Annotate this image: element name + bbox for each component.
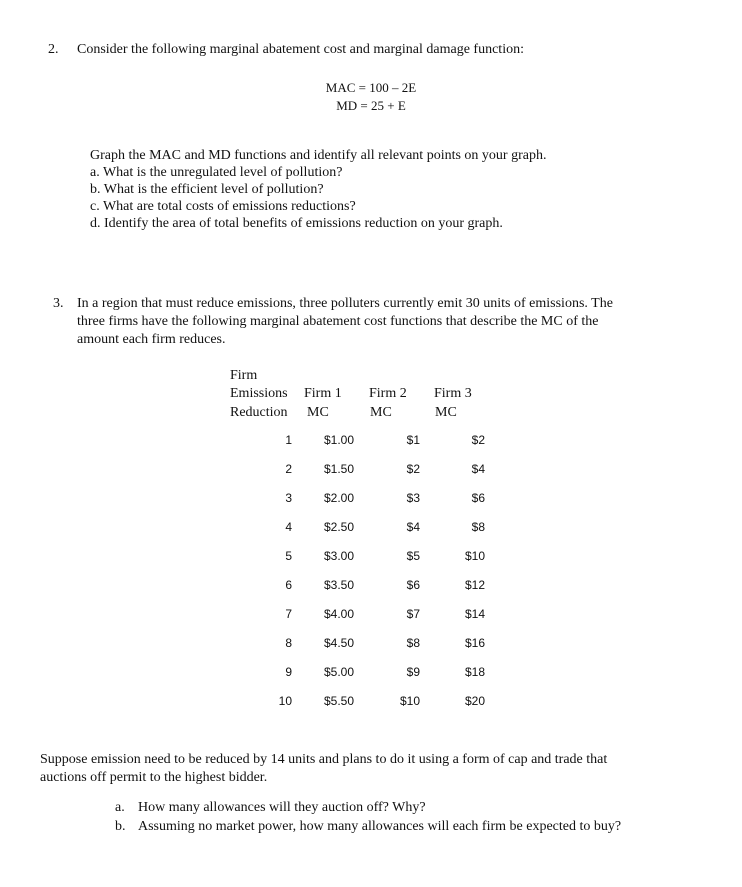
question-b-text: Assuming no market power, how many allowances will each firm be expected to buy? bbox=[138, 819, 622, 834]
q2-parts-list bbox=[90, 165, 503, 233]
table-header-firm1: Firm 1 bbox=[304, 386, 342, 401]
cell-firm2-mc: $4 bbox=[406, 520, 420, 534]
q2-part-b: b. What is the efficient level of pollution? bbox=[90, 182, 324, 197]
q2-part-d: d. Identify the area of total benefits of emissions reduction on your graph. bbox=[90, 216, 503, 231]
cell-reduction: 6 bbox=[285, 578, 292, 592]
cell-firm2-mc: $3 bbox=[406, 491, 420, 505]
table-row bbox=[0, 578, 742, 594]
cell-firm2-mc: $9 bbox=[406, 665, 420, 679]
table-header-firm1-mc: MC bbox=[307, 405, 329, 420]
table-row bbox=[0, 462, 742, 478]
cell-firm3-mc: $12 bbox=[464, 578, 485, 592]
cell-firm2-mc: $1 bbox=[406, 433, 420, 447]
cell-firm1-mc: $3.00 bbox=[323, 549, 354, 563]
cell-reduction: 4 bbox=[285, 520, 292, 534]
cell-reduction: 3 bbox=[285, 491, 292, 505]
q3-number: 3. bbox=[53, 296, 64, 311]
cell-firm2-mc: $5 bbox=[406, 549, 420, 563]
cell-firm3-mc: $2 bbox=[471, 433, 485, 447]
table-row bbox=[0, 665, 742, 681]
cell-reduction: 7 bbox=[285, 607, 292, 621]
cell-firm1-mc: $2.50 bbox=[323, 520, 354, 534]
table-row bbox=[0, 694, 742, 710]
q3-intro-line-2: three firms have the following marginal abatement cost functions that describe the MC of the bbox=[77, 314, 599, 329]
table-header-emissions: Emissions bbox=[230, 386, 288, 401]
cell-reduction: 9 bbox=[285, 665, 292, 679]
md-equation: MD = 25 + E bbox=[336, 98, 406, 113]
scenario-line-2: auctions off permit to the highest bidder. bbox=[40, 770, 268, 785]
cell-firm3-mc: $16 bbox=[464, 636, 485, 650]
cell-firm1-mc: $2.00 bbox=[323, 491, 354, 505]
cell-reduction: 1 bbox=[285, 433, 292, 447]
cell-firm1-mc: $3.50 bbox=[323, 578, 354, 592]
cell-firm3-mc: $8 bbox=[471, 520, 485, 534]
mac-equation: MAC = 100 – 2E bbox=[325, 80, 417, 95]
cell-firm3-mc: $6 bbox=[471, 491, 485, 505]
table-header-firm3: Firm 3 bbox=[434, 386, 472, 401]
q2-instruction: Graph the MAC and MD functions and identify all relevant points on your graph. bbox=[90, 148, 547, 163]
table-row bbox=[0, 491, 742, 507]
q2-part-c: c. What are total costs of emissions reductions? bbox=[90, 199, 356, 214]
table-row bbox=[0, 636, 742, 652]
table-header-firm: Firm bbox=[230, 368, 258, 383]
cell-reduction: 10 bbox=[278, 694, 292, 708]
q3-intro-line-3: amount each firm reduces. bbox=[77, 332, 226, 347]
cell-firm2-mc: $10 bbox=[399, 694, 420, 708]
cell-firm3-mc: $10 bbox=[464, 549, 485, 563]
table-row bbox=[0, 549, 742, 565]
cell-firm2-mc: $2 bbox=[406, 462, 420, 476]
question-a-label: a. bbox=[115, 800, 125, 815]
question-a-text: How many allowances will they auction off? Why? bbox=[138, 800, 426, 815]
q2-number: 2. bbox=[48, 42, 59, 57]
table-row bbox=[0, 607, 742, 623]
cell-firm1-mc: $5.00 bbox=[323, 665, 354, 679]
q2-intro: Consider the following marginal abatement cost and marginal damage function: bbox=[77, 42, 524, 57]
cell-firm3-mc: $20 bbox=[464, 694, 485, 708]
scenario-line-1: Suppose emission need to be reduced by 14 units and plans to do it using a form of cap and trade that bbox=[40, 752, 608, 767]
q3-intro-line-1: In a region that must reduce emissions, three polluters currently emit 30 units of emissions. The bbox=[77, 296, 613, 311]
table-row bbox=[0, 433, 742, 449]
cell-reduction: 8 bbox=[285, 636, 292, 650]
cell-firm1-mc: $5.50 bbox=[323, 694, 354, 708]
table-header-firm3-mc: MC bbox=[435, 405, 457, 420]
cell-firm1-mc: $1.00 bbox=[323, 433, 354, 447]
cell-firm2-mc: $8 bbox=[406, 636, 420, 650]
question-b-label: b. bbox=[115, 819, 126, 834]
cell-firm2-mc: $6 bbox=[406, 578, 420, 592]
cell-firm3-mc: $18 bbox=[464, 665, 485, 679]
cell-reduction: 5 bbox=[285, 549, 292, 563]
cell-firm1-mc: $1.50 bbox=[323, 462, 354, 476]
cell-firm1-mc: $4.50 bbox=[323, 636, 354, 650]
cell-firm3-mc: $4 bbox=[471, 462, 485, 476]
table-row bbox=[0, 520, 742, 536]
q2-part-a: a. What is the unregulated level of pollution? bbox=[90, 165, 343, 180]
cell-reduction: 2 bbox=[285, 462, 292, 476]
cell-firm2-mc: $7 bbox=[406, 607, 420, 621]
table-header-firm2: Firm 2 bbox=[369, 386, 407, 401]
table-header-firm2-mc: MC bbox=[370, 405, 392, 420]
cell-firm1-mc: $4.00 bbox=[323, 607, 354, 621]
table-header-reduction: Reduction bbox=[230, 405, 288, 420]
cell-firm3-mc: $14 bbox=[464, 607, 485, 621]
